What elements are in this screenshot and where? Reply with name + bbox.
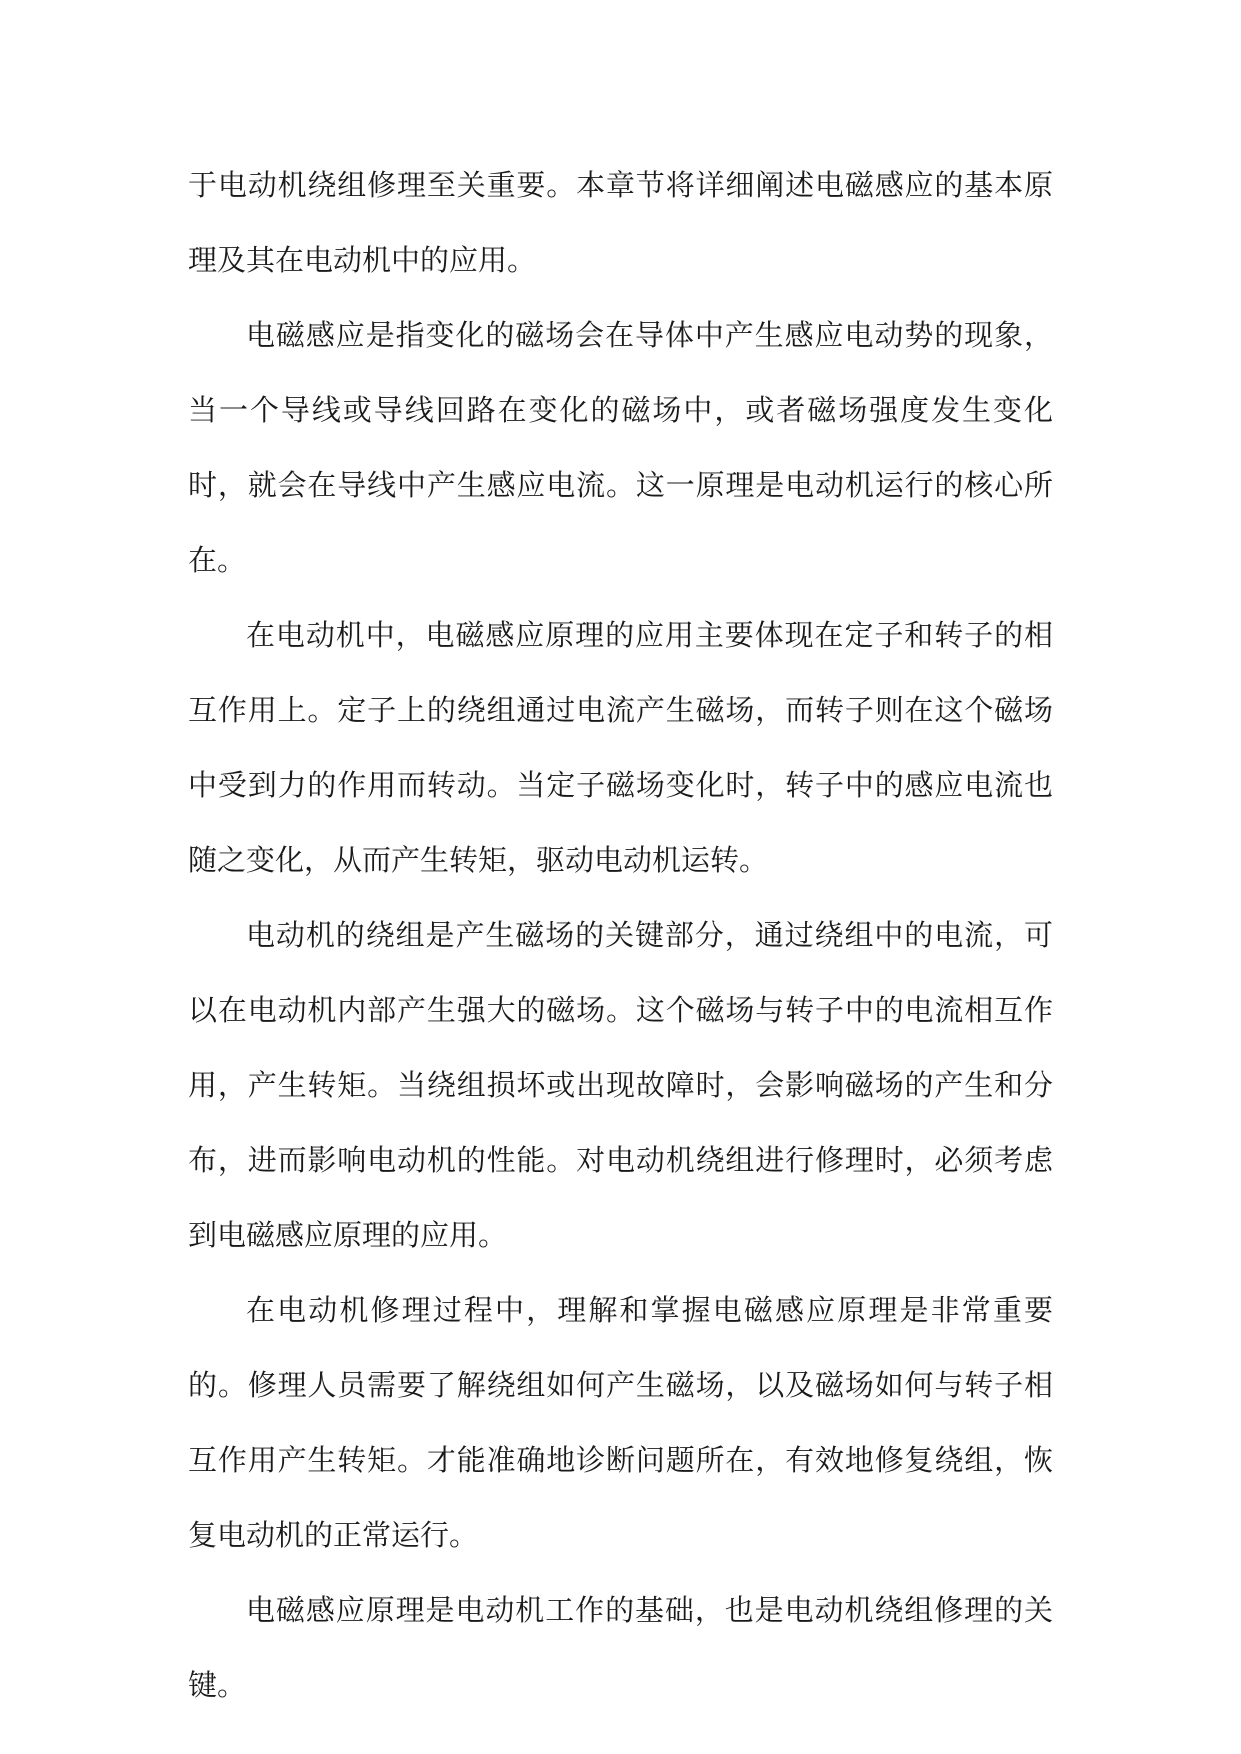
paragraph-continuation: 于电动机绕组修理至关重要。本章节将详细阐述电磁感应的基本原理及其在电动机中的应用。: [188, 168, 1053, 277]
body-text: [188, 148, 1053, 1723]
paragraph-stator-rotor-interaction: 在电动机中，电磁感应原理的应用主要体现在定子和转子的相互作用上。定子上的绕组通过电流产生磁场，而转子则在这个磁场中受到力的作用而转动。当定子磁场变化时，转子中的感应电流也随之变化，从而产生转矩，驱动电动机运转。: [188, 618, 1053, 877]
paragraph-conclusion: 电磁感应原理是电动机工作的基础，也是电动机绕组修理的关键。: [188, 1593, 1053, 1702]
paragraph-winding-role: 电动机的绕组是产生磁场的关键部分，通过绕组中的电流，可以在电动机内部产生强大的磁场。这个磁场与转子中的电流相互作用，产生转矩。当绕组损坏或出现故障时，会影响磁场的产生和分布，进而影响电动机的性能。对电动机绕组进行修理时，必须考虑到电磁感应原理的应用。: [188, 918, 1053, 1252]
paragraph-repair-process: 在电动机修理过程中，理解和掌握电磁感应原理是非常重要的。修理人员需要了解绕组如何产生磁场，以及磁场如何与转子相互作用产生转矩。才能准确地诊断问题所在，有效地修复绕组，恢复电动机的正常运行。: [188, 1293, 1053, 1552]
paragraph-electromagnetic-induction-definition: 电磁感应是指变化的磁场会在导体中产生感应电动势的现象，当一个导线或导线回路在变化的磁场中，或者磁场强度发生变化时，就会在导线中产生感应电流。这一原理是电动机运行的核心所在。: [188, 318, 1053, 577]
